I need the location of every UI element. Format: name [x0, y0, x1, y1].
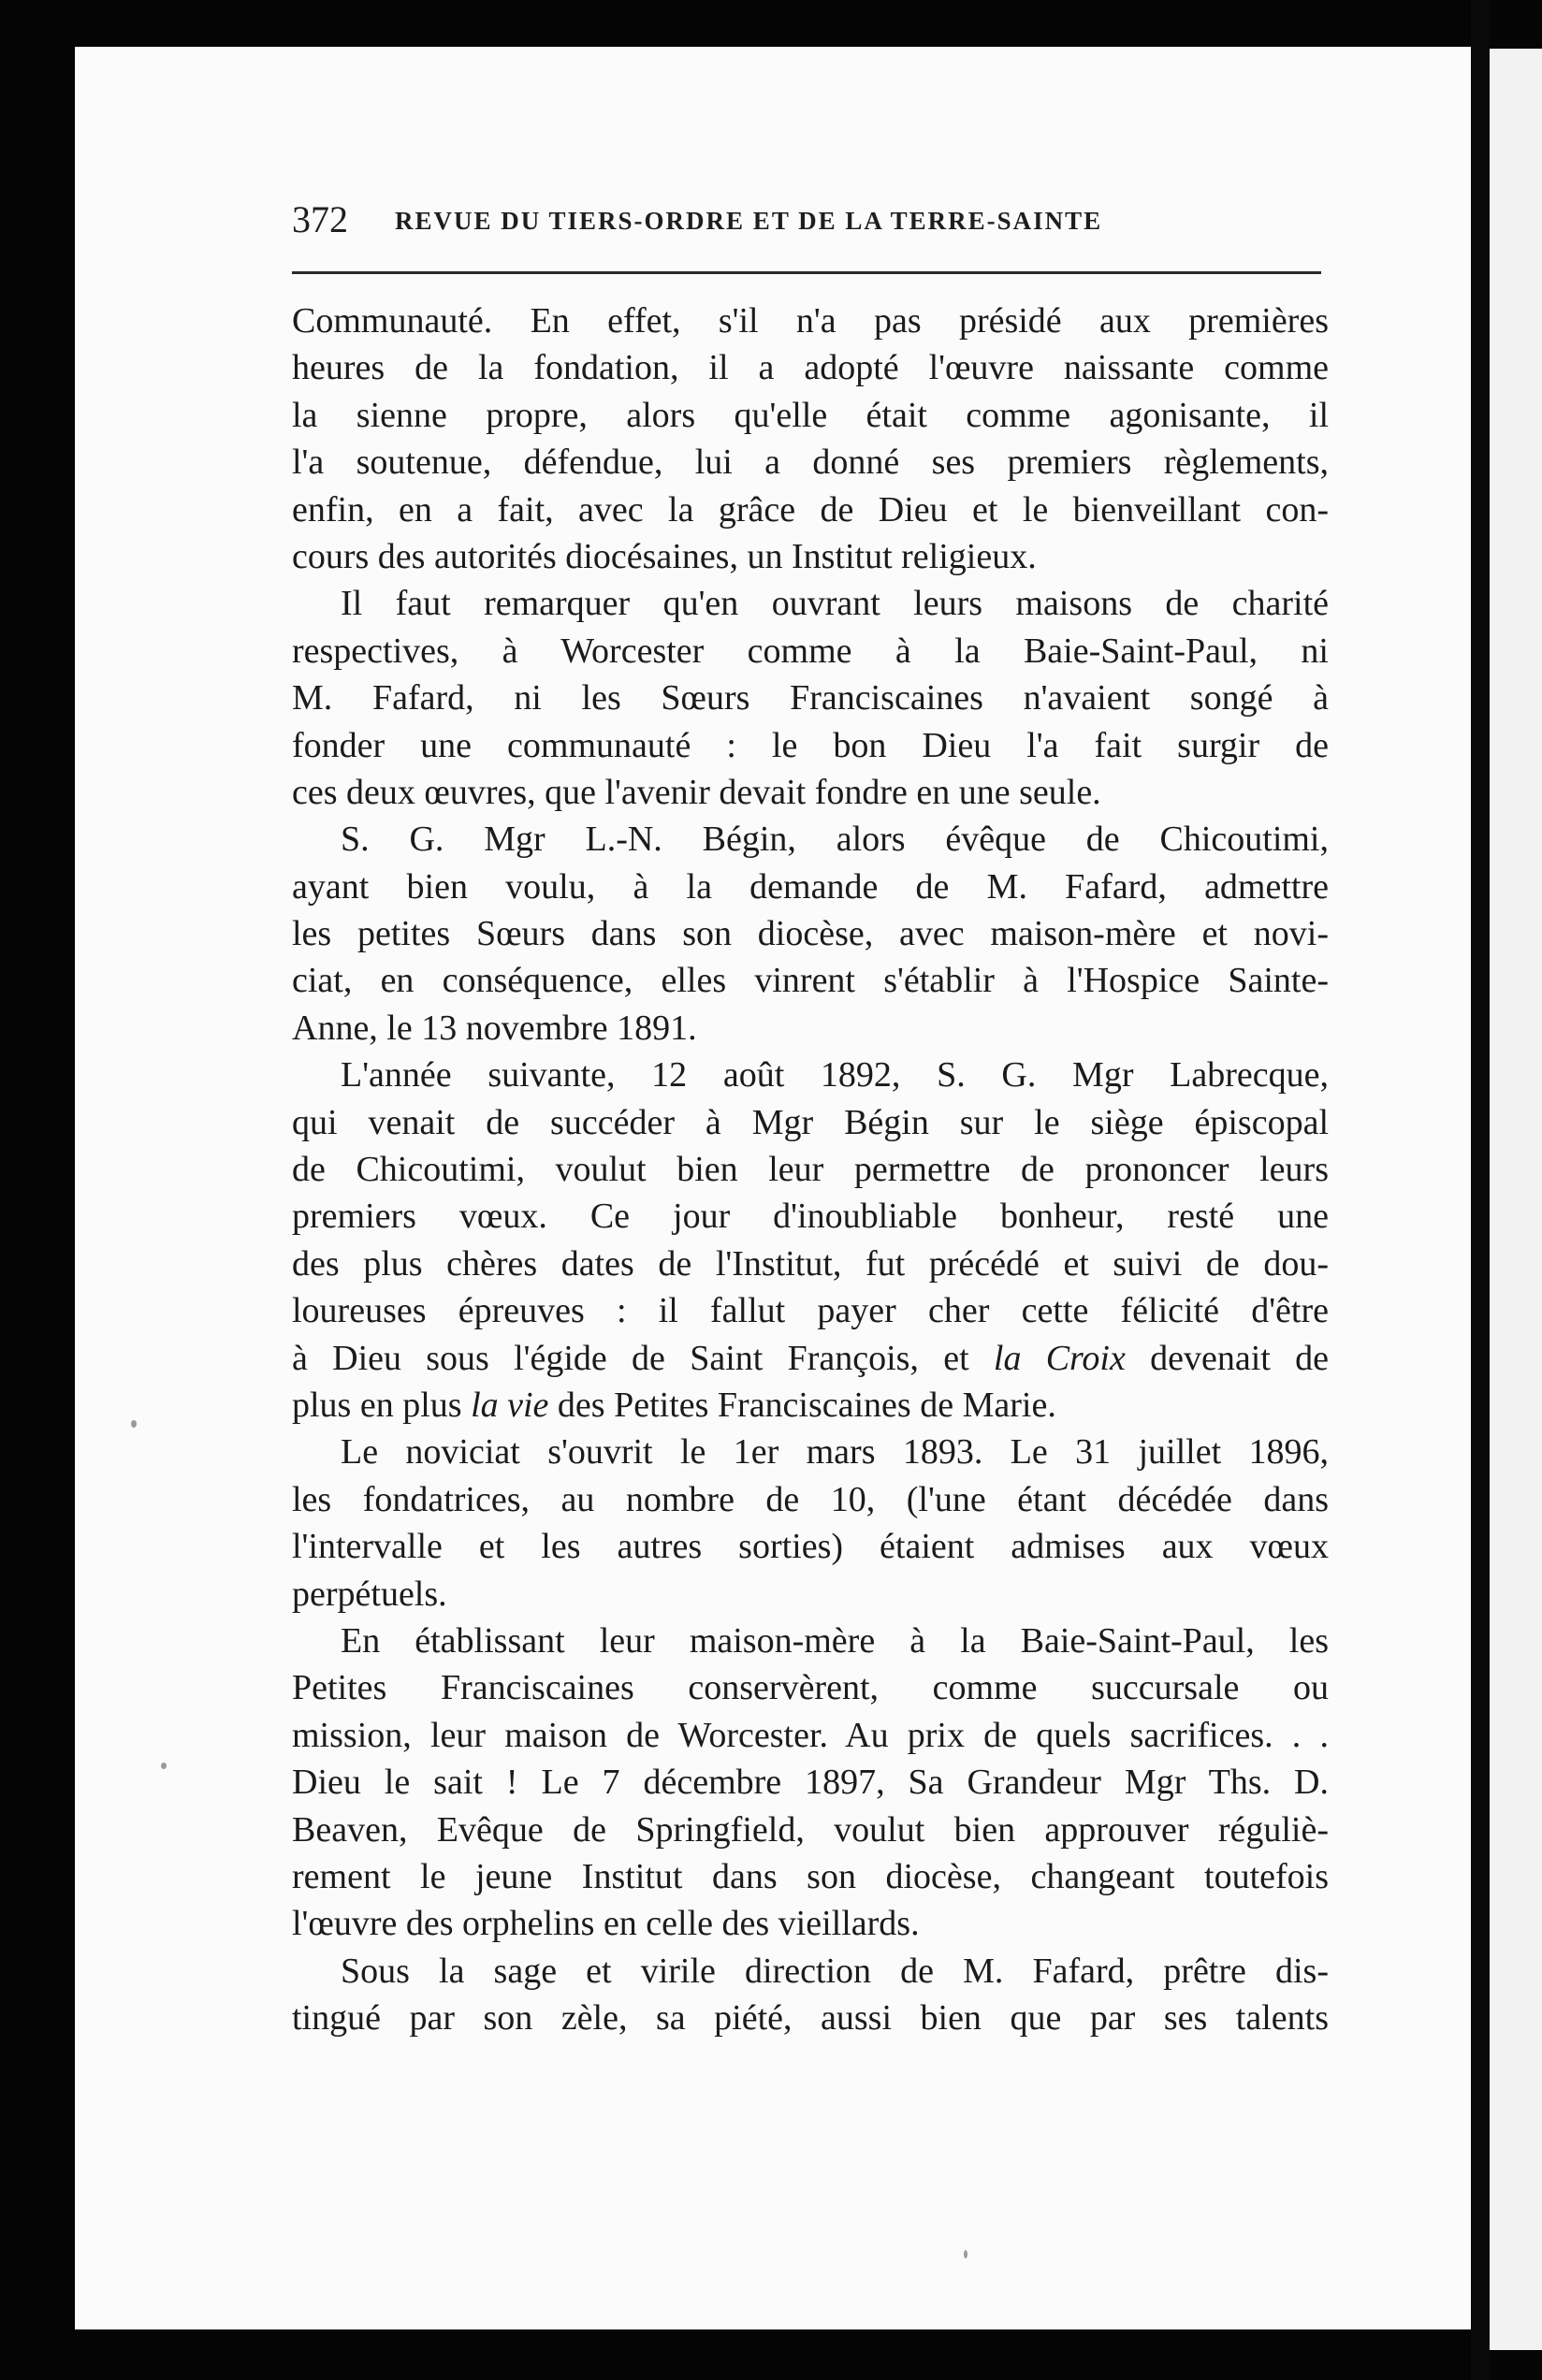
running-title: REVUE DU TIERS-ORDRE ET DE LA TERRE-SAINTE	[395, 207, 1103, 235]
text-line: Petites Franciscaines conservèrent, comme succursale ou	[292, 1668, 1329, 1708]
text-line: des plus chères dates de l'Institut, fut précédé et suivi de dou-	[292, 1243, 1329, 1284]
text-line: Sous la sage et virile direction de M. Fafard, prêtre dis-	[341, 1951, 1329, 1991]
text-line: cours des autorités diocésaines, un Institut religieux.	[292, 536, 1037, 576]
text-segment: plus en plus	[292, 1385, 462, 1425]
text-line: Dieu le sait ! Le 7 décembre 1897, Sa Grandeur Mgr Ths. D.	[292, 1763, 1329, 1803]
text-line: ciat, en conséquence, elles vinrent s'établir à l'Hospice Sainte-	[292, 961, 1329, 1001]
text-line: l'intervalle et les autres sorties) étaient admises aux vœux	[292, 1527, 1329, 1567]
next-page-edge	[1490, 49, 1542, 2350]
italic-phrase: la vie	[471, 1385, 549, 1425]
text-line: fonder une communauté : le bon Dieu l'a fait surgir de	[292, 725, 1329, 765]
text-line: ayant bien voulu, à la demande de M. Fafard, admettre	[292, 866, 1329, 907]
text-line	[292, 1335, 1329, 1382]
text-line: ces deux œuvres, que l'avenir devait fondre en une seule.	[292, 772, 1101, 812]
text-line: En établissant leur maison-mère à la Baie-Saint-Paul, les	[341, 1620, 1329, 1661]
text-line: Communauté. En effet, s'il n'a pas présidé aux premières	[292, 301, 1329, 341]
text-line: qui venait de succéder à Mgr Bégin sur le siège épiscopal	[292, 1102, 1329, 1142]
text-line: Le noviciat s'ouvrit le 1er mars 1893. Le 31 juillet 1896,	[341, 1432, 1329, 1473]
text-line: heures de la fondation, il a adopté l'œuvre naissante comme	[292, 348, 1329, 388]
text-line: Il faut remarquer qu'en ouvrant leurs maisons de charité	[341, 584, 1329, 624]
text-line: loureuses épreuves : il fallut payer cher cette félicité d'être	[292, 1291, 1329, 1331]
text-line: M. Fafard, ni les Sœurs Franciscaines n'avaient songé à	[292, 678, 1329, 718]
text-line: premiers vœux. Ce jour d'inoubliable bonheur, resté une	[292, 1197, 1329, 1237]
italic-phrase: la Croix	[993, 1338, 1126, 1378]
running-head	[292, 196, 1321, 243]
dust-speck	[161, 1763, 167, 1769]
text-line: l'a soutenue, défendue, lui a donné ses premiers règlements,	[292, 443, 1329, 483]
text-segment: à Dieu sous l'égide de Saint François, et	[292, 1338, 969, 1378]
text-line: Beaven, Evêque de Springfield, voulut bien approuver réguliè-	[292, 1809, 1329, 1850]
text-line: les fondatrices, au nombre de 10, (l'une étant décédée dans	[292, 1479, 1329, 1519]
text-line: L'année suivante, 12 août 1892, S. G. Mgr Labrecque,	[341, 1055, 1329, 1096]
text-segment: des Petites Franciscaines de Marie.	[557, 1385, 1056, 1425]
text-line: de Chicoutimi, voulut bien leur permettre de prononcer leurs	[292, 1150, 1329, 1190]
text-line: S. G. Mgr L.-N. Bégin, alors évêque de Chicoutimi,	[341, 820, 1329, 860]
dust-speck	[964, 2250, 967, 2258]
body-text	[292, 298, 1329, 2041]
text-line: la sienne propre, alors qu'elle était comme agonisante, il	[292, 395, 1329, 435]
text-line: enfin, en a fait, avec la grâce de Dieu et le bienveillant con-	[292, 489, 1329, 530]
binding-shadow	[1471, 0, 1490, 2380]
dust-speck	[131, 1420, 137, 1428]
text-line: l'œuvre des orphelins en celle des vieillards.	[292, 1904, 920, 1944]
text-line: tingué par son zèle, sa piété, aussi bien que par ses talents	[292, 1998, 1329, 2039]
header-rule	[292, 271, 1321, 274]
text-line: perpétuels.	[292, 1574, 447, 1614]
text-segment: devenait de	[1150, 1338, 1329, 1378]
page-number: 372	[292, 198, 348, 240]
text-line: rement le jeune Institut dans son diocèse, changeant toutefois	[292, 1856, 1329, 1896]
text-line: mission, leur maison de Worcester. Au prix de quels sacrifices. . .	[292, 1715, 1329, 1755]
text-line: Anne, le 13 novembre 1891.	[292, 1008, 697, 1048]
text-line: les petites Sœurs dans son diocèse, avec maison-mère et novi-	[292, 914, 1329, 954]
text-line	[292, 1382, 1329, 1429]
text-line: respectives, à Worcester comme à la Baie-Saint-Paul, ni	[292, 631, 1329, 671]
